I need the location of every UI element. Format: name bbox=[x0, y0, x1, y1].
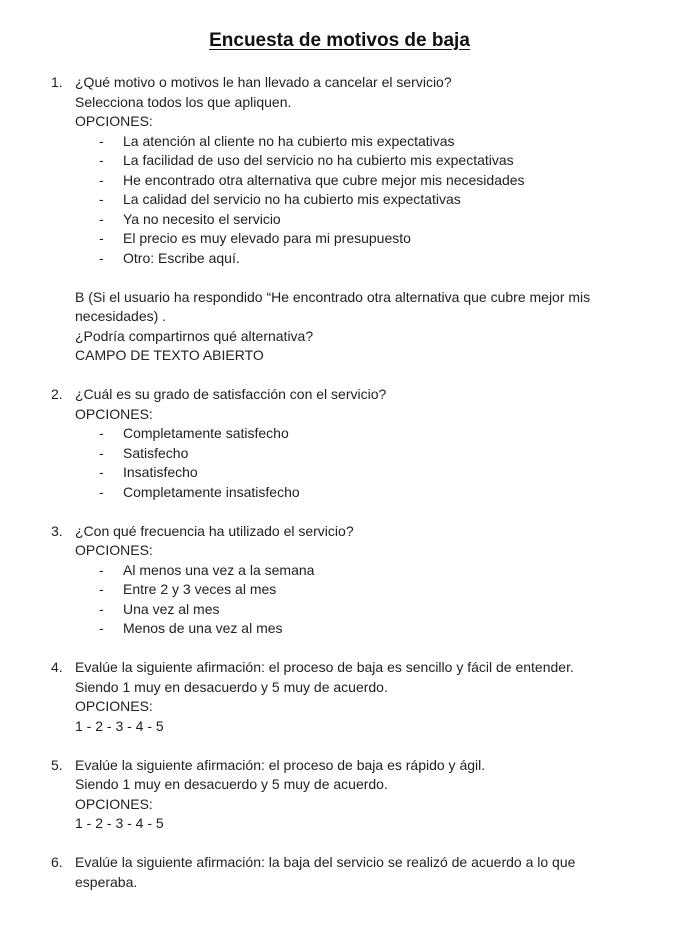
option-label: Al menos una vez a la semana bbox=[123, 561, 315, 578]
question-2 bbox=[0, 385, 699, 502]
option-label: Una vez al mes bbox=[123, 600, 220, 617]
question-text: ¿Qué motivo o motivos le han llevado a cancelar el servicio? bbox=[75, 74, 452, 90]
options-label: OPCIONES: bbox=[75, 405, 153, 422]
option-item bbox=[75, 619, 630, 639]
question-body bbox=[75, 853, 630, 892]
question-body bbox=[75, 385, 630, 502]
option-label: Menos de una vez al mes bbox=[123, 620, 283, 636]
option-item bbox=[75, 600, 630, 620]
question-text-cont: esperaba. bbox=[75, 873, 138, 890]
options-label: OPCIONES: bbox=[75, 113, 153, 129]
bullet-dash: - bbox=[99, 561, 104, 578]
option-item bbox=[75, 483, 630, 503]
question-instruction: Selecciona todos los que apliquen. bbox=[75, 93, 292, 110]
question-text: Evalúe la siguiente afirmación: el proceso de baja es sencillo y fácil de entender. bbox=[75, 659, 574, 675]
bullet-dash: - bbox=[99, 620, 104, 636]
option-item bbox=[75, 561, 630, 581]
option-label: Ya no necesito el servicio bbox=[123, 210, 281, 227]
rating-scale: 1 - 2 - 3 - 4 - 5 bbox=[75, 717, 164, 734]
question-number: 3. bbox=[51, 522, 63, 539]
question-5 bbox=[0, 756, 699, 834]
option-item bbox=[75, 463, 630, 483]
scale-note: Siendo 1 muy en desacuerdo y 5 muy de acuerdo. bbox=[75, 678, 388, 695]
option-label: La facilidad de uso del servicio no ha cubierto mis expectativas bbox=[123, 152, 514, 168]
bullet-dash: - bbox=[99, 191, 104, 207]
option-label: He encontrado otra alternativa que cubre mejor mis necesidades bbox=[123, 171, 525, 188]
bullet-dash: - bbox=[99, 464, 104, 480]
question-body bbox=[75, 658, 630, 736]
option-item bbox=[75, 132, 630, 152]
bullet-dash: - bbox=[99, 230, 104, 246]
question-6 bbox=[0, 853, 699, 892]
option-item bbox=[75, 249, 630, 269]
followup-question: ¿Podría compartirnos qué alternativa? bbox=[75, 327, 314, 344]
question-number: 2. bbox=[51, 386, 63, 402]
bullet-dash: - bbox=[99, 249, 104, 266]
followup-condition-cont: necesidades) . bbox=[75, 308, 167, 324]
question-number: 6. bbox=[51, 854, 63, 870]
bullet-dash: - bbox=[99, 425, 104, 441]
bullet-dash: - bbox=[99, 444, 104, 461]
bullet-dash: - bbox=[99, 152, 104, 168]
options-label: OPCIONES: bbox=[75, 542, 153, 558]
options-list bbox=[75, 424, 630, 502]
followup-field-label: CAMPO DE TEXTO ABIERTO bbox=[75, 347, 264, 363]
option-item bbox=[75, 210, 630, 230]
option-label: Entre 2 y 3 veces al mes bbox=[123, 581, 277, 597]
question-text: Evalúe la siguiente afirmación: la baja del servicio se realizó de acuerdo a lo que bbox=[75, 854, 576, 870]
option-label: Completamente insatisfecho bbox=[123, 483, 300, 500]
option-item bbox=[75, 171, 630, 191]
question-body bbox=[75, 756, 630, 834]
options-list bbox=[75, 132, 630, 269]
question-number: 5. bbox=[51, 756, 63, 773]
page-title: Encuesta de motivos de baja bbox=[209, 30, 470, 51]
option-label: La calidad del servicio no ha cubierto mis expectativas bbox=[123, 191, 461, 207]
option-label: Completamente satisfecho bbox=[123, 425, 289, 441]
question-1 bbox=[0, 73, 699, 366]
question-number: 4. bbox=[51, 659, 63, 675]
bullet-dash: - bbox=[99, 600, 104, 617]
option-label: La atención al cliente no ha cubierto mis expectativas bbox=[123, 132, 455, 149]
followup-condition: B (Si el usuario ha respondido “He encontrado otra alternativa que cubre mejor mis bbox=[75, 288, 591, 305]
option-item bbox=[75, 190, 630, 210]
option-item bbox=[75, 151, 630, 171]
option-item bbox=[75, 444, 630, 464]
option-item bbox=[75, 424, 630, 444]
question-3 bbox=[0, 522, 699, 639]
option-label: El precio es muy elevado para mi presupuesto bbox=[123, 230, 411, 246]
options-label: OPCIONES: bbox=[75, 698, 153, 714]
question-text: ¿Con qué frecuencia ha utilizado el servicio? bbox=[75, 522, 354, 539]
spacer bbox=[75, 268, 630, 288]
bullet-dash: - bbox=[99, 132, 104, 149]
option-item bbox=[75, 580, 630, 600]
scale-note: Siendo 1 muy en desacuerdo y 5 muy de acuerdo. bbox=[75, 776, 388, 792]
question-text: ¿Cuál es su grado de satisfacción con el servicio? bbox=[75, 386, 387, 402]
rating-scale: 1 - 2 - 3 - 4 - 5 bbox=[75, 815, 164, 831]
bullet-dash: - bbox=[99, 171, 104, 188]
question-text: Evalúe la siguiente afirmación: el proceso de baja es rápido y ágil. bbox=[75, 756, 486, 773]
option-label: Satisfecho bbox=[123, 444, 189, 461]
survey-body bbox=[0, 73, 699, 912]
bullet-dash: - bbox=[99, 483, 104, 500]
option-item bbox=[75, 229, 630, 249]
option-label: Otro: Escribe aquí. bbox=[123, 249, 240, 266]
option-label: Insatisfecho bbox=[123, 464, 198, 480]
question-body bbox=[75, 73, 630, 366]
options-list bbox=[75, 561, 630, 639]
bullet-dash: - bbox=[99, 210, 104, 227]
question-4 bbox=[0, 658, 699, 736]
question-number: 1. bbox=[51, 74, 63, 90]
question-body bbox=[75, 522, 630, 639]
options-label: OPCIONES: bbox=[75, 795, 153, 812]
bullet-dash: - bbox=[99, 581, 104, 597]
